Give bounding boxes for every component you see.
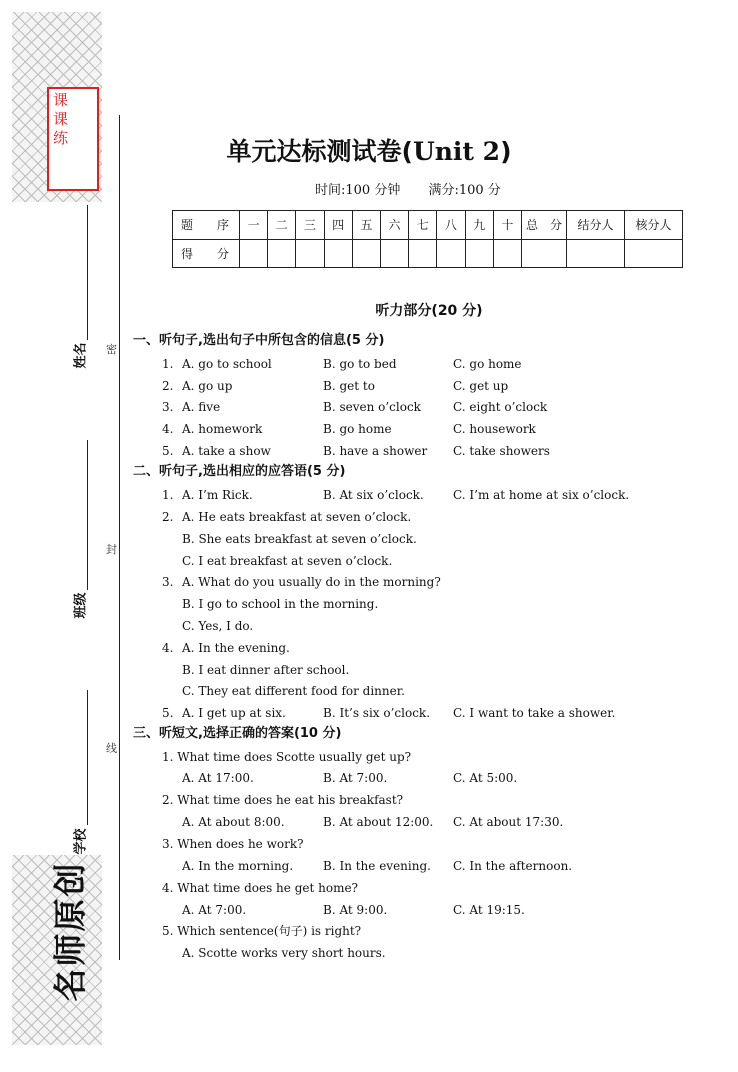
option-b[interactable]: B. At about 12:00. — [323, 815, 434, 829]
option-b[interactable]: B. She eats breakfast at seven o’clock. — [182, 532, 417, 546]
binding-line — [87, 690, 88, 825]
question-number: 4. — [162, 641, 174, 655]
seal-xian: 线 — [106, 742, 117, 755]
option-b[interactable]: B. have a shower — [323, 444, 428, 458]
option-a[interactable]: A. Scotte works very short hours. — [182, 946, 386, 960]
part2-heading: 二、听句子,选出相应的应答语(5 分) — [133, 464, 346, 479]
question-number: 1. — [162, 488, 174, 502]
score-table: 题 序 一 二 三 四 五 六 七 八 九 十 总 分 结分人 核分人 得 分 — [172, 210, 683, 268]
page-title: 单元达标测试卷(Unit 2) — [226, 137, 512, 166]
question-text: 5. Which sentence(句子) is right? — [162, 924, 362, 938]
exam-time: 时间:100 分钟 — [315, 183, 401, 198]
question-number: 5. — [162, 444, 174, 458]
option-c[interactable]: C. housework — [453, 422, 536, 436]
question-text: 4. What time does he get home? — [162, 881, 358, 895]
option-b[interactable]: B. I go to school in the morning. — [182, 597, 379, 611]
option-c[interactable]: C. At 5:00. — [453, 771, 518, 785]
option-b[interactable]: B. It’s six o’clock. — [323, 706, 431, 720]
option-c[interactable]: C. At 19:15. — [453, 903, 525, 917]
option-a[interactable]: A. He eats breakfast at seven o’clock. — [182, 510, 412, 524]
option-b[interactable]: B. seven o’clock — [323, 400, 421, 414]
option-b[interactable]: B. get to — [323, 379, 375, 393]
question-number: 5. — [162, 706, 174, 720]
option-c[interactable]: C. They eat different food for dinner. — [182, 684, 405, 698]
exam-full-score: 满分:100 分 — [428, 183, 501, 198]
option-c[interactable]: C. I’m at home at six o’clock. — [453, 488, 630, 502]
option-a[interactable]: A. go to school — [182, 357, 272, 371]
question-number: 2. — [162, 379, 174, 393]
option-c[interactable]: C. Yes, I do. — [182, 619, 254, 633]
option-b[interactable]: B. At six o’clock. — [323, 488, 424, 502]
name-label: 姓名 — [73, 342, 89, 369]
option-c[interactable]: C. I want to take a shower. — [453, 706, 616, 720]
option-b[interactable]: B. At 9:00. — [323, 903, 388, 917]
option-a[interactable]: A. At about 8:00. — [182, 815, 285, 829]
school-label: 学校 — [73, 828, 89, 855]
option-a[interactable]: A. In the morning. — [182, 859, 294, 873]
question-number: 3. — [162, 575, 174, 589]
option-a[interactable]: A. go up — [182, 379, 233, 393]
part1-heading: 一、听句子,选出句子中所包含的信息(5 分) — [133, 333, 385, 348]
option-b[interactable]: B. I eat dinner after school. — [182, 663, 350, 677]
score-row-label: 得 分 — [173, 239, 240, 268]
question-text: 1. What time does Scotte usually get up? — [162, 750, 412, 764]
option-c[interactable]: C. take showers — [453, 444, 550, 458]
option-c[interactable]: C. At about 17:30. — [453, 815, 564, 829]
option-a[interactable]: A. I get up at six. — [182, 706, 286, 720]
option-a[interactable]: A. What do you usually do in the morning? — [182, 575, 441, 589]
option-c[interactable]: C. get up — [453, 379, 509, 393]
question-number: 2. — [162, 510, 174, 524]
question-text: 3. When does he work? — [162, 837, 304, 851]
class-label: 班级 — [73, 592, 89, 619]
option-a[interactable]: A. I’m Rick. — [182, 488, 253, 502]
option-a[interactable]: A. five — [182, 400, 221, 414]
seal-line — [119, 115, 120, 960]
option-b[interactable]: B. At 7:00. — [323, 771, 388, 785]
seal-feng: 封 — [106, 543, 117, 556]
part3-heading: 三、听短文,选择正确的答案(10 分) — [133, 726, 342, 741]
option-a[interactable]: A. At 17:00. — [182, 771, 254, 785]
kekelian-stamp: 课 课 练 — [47, 87, 99, 191]
question-number: 4. — [162, 422, 174, 436]
option-c[interactable]: C. eight o’clock — [453, 400, 548, 414]
option-b[interactable]: B. In the evening. — [323, 859, 431, 873]
question-text: 2. What time does he eat his breakfast? — [162, 793, 404, 807]
option-c[interactable]: C. go home — [453, 357, 522, 371]
listening-section-title: 听力部分(20 分) — [375, 303, 483, 319]
question-number: 3. — [162, 400, 174, 414]
option-c[interactable]: C. I eat breakfast at seven o’clock. — [182, 554, 393, 568]
option-b[interactable]: B. go home — [323, 422, 392, 436]
binding-line — [87, 440, 88, 590]
option-a[interactable]: A. take a show — [182, 444, 271, 458]
exam-meta — [315, 179, 525, 198]
option-a[interactable]: A. At 7:00. — [182, 903, 247, 917]
question-number: 1. — [162, 357, 174, 371]
option-a[interactable]: A. homework — [182, 422, 263, 436]
brand-logo: 名师原创 — [50, 861, 90, 1002]
option-a[interactable]: A. In the evening. — [182, 641, 290, 655]
score-table-header: 题 序 — [173, 211, 240, 240]
option-c[interactable]: C. In the afternoon. — [453, 859, 573, 873]
option-b[interactable]: B. go to bed — [323, 357, 397, 371]
seal-mi: 密 — [106, 343, 117, 356]
